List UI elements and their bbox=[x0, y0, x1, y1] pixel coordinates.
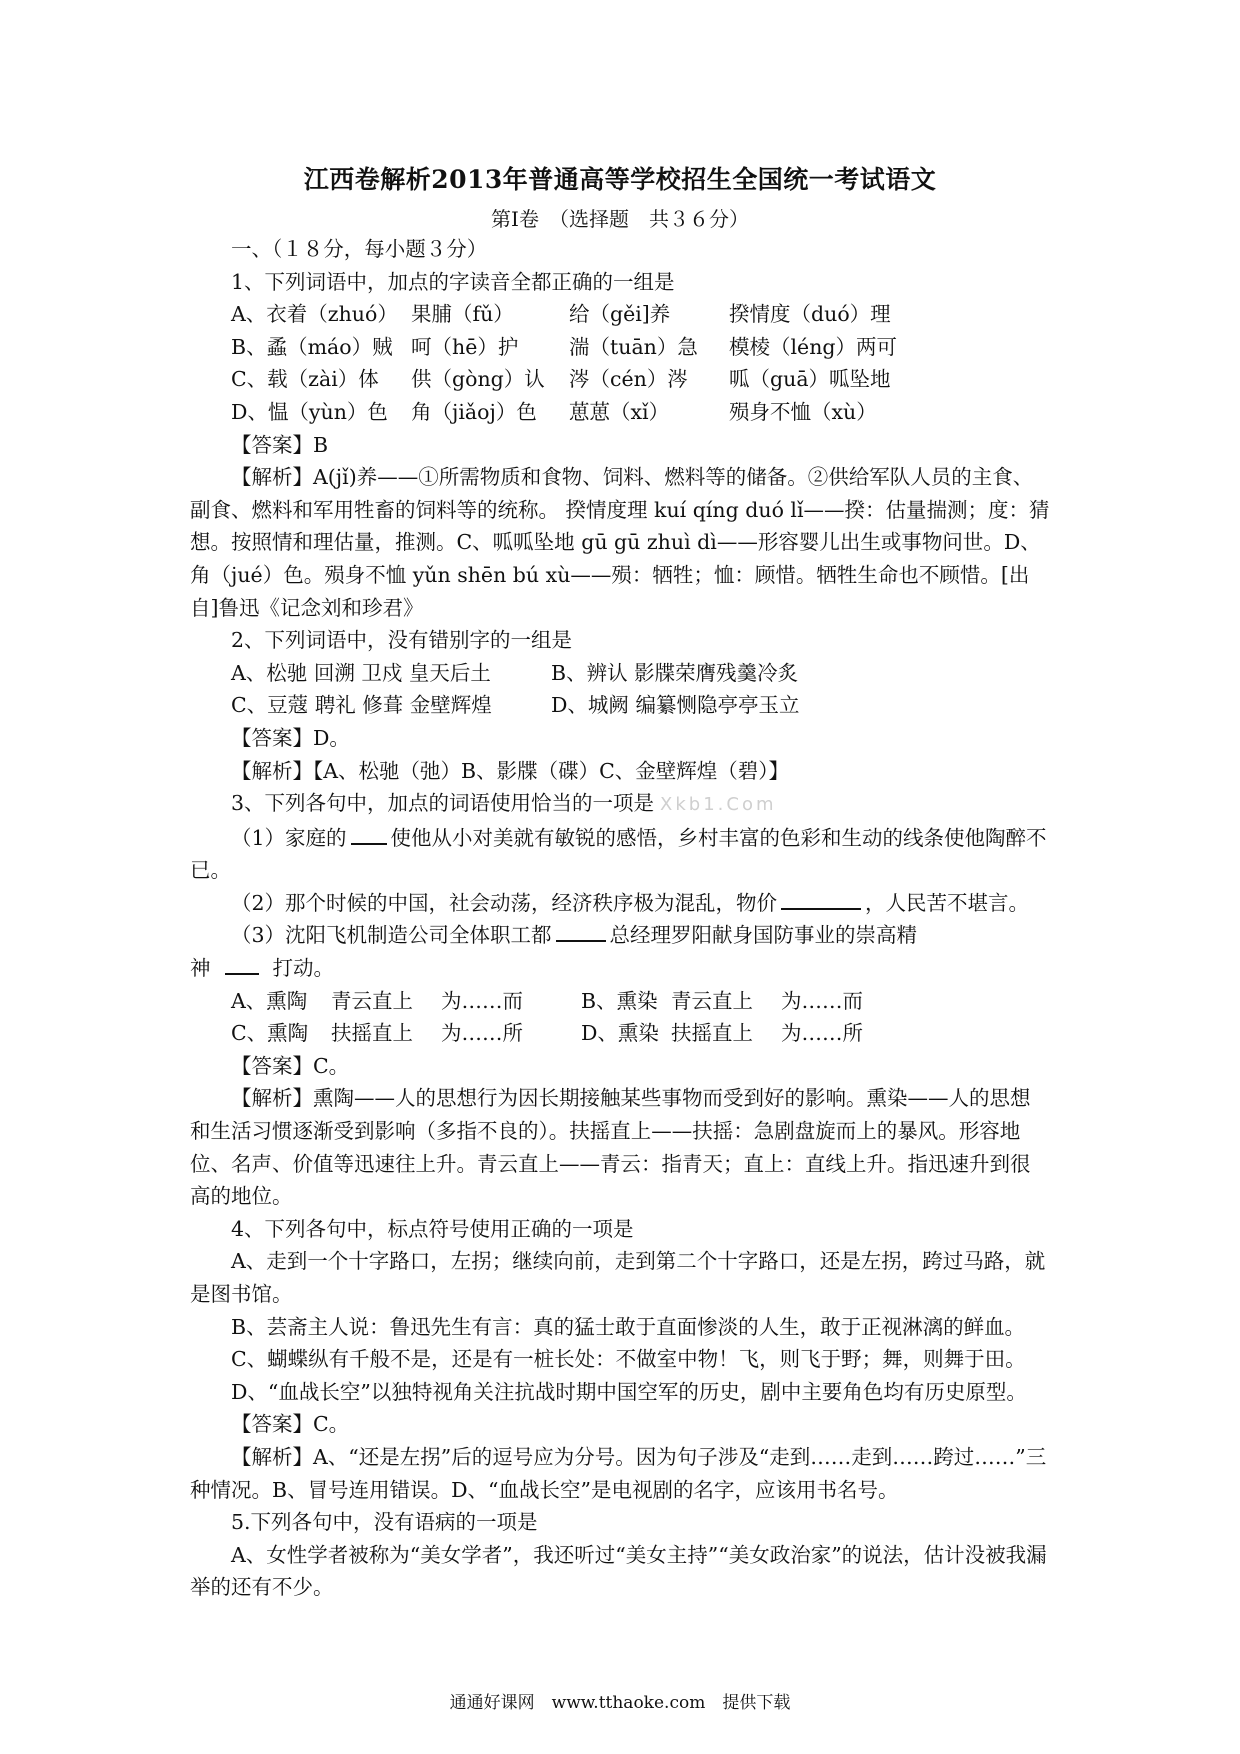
q3-options-ab bbox=[190, 985, 1050, 1018]
q3-c-3: 为……所 bbox=[441, 1021, 523, 1046]
q3-sentence-2 bbox=[190, 887, 1050, 920]
q1-a-1: A、衣着（zhuó） bbox=[231, 302, 398, 327]
q4-option-d: D、“血战长空”以独特视角关注抗战时期中国空军的历史，剧中主要角色均有历史原型。 bbox=[231, 1379, 1027, 1404]
q3-answer: 【答案】C。 bbox=[231, 1053, 350, 1078]
q3-s1-end: 使他从小对美就有敏锐的感悟，乡村丰富的色彩和生动的线条使他陶醉不已。 bbox=[190, 825, 1047, 883]
q2-option-a: A、松驰 回溯 卫戍 皇天后土 bbox=[231, 660, 491, 685]
q1-a-3: 给（gěi]养 bbox=[569, 302, 671, 327]
q3-s3-end: 打动。 bbox=[272, 956, 334, 981]
q3-c-2: 扶摇直上 bbox=[331, 1021, 413, 1046]
q3-a-3: 为……而 bbox=[441, 988, 523, 1013]
q1-analysis: 【解析】A(jǐ)养——①所需物质和食物、饲料、燃料等的储备。②供给军队人员的主食、副食、燃料和军用牲畜的饲料等的统称。 揆情度理 kuí qíng duó lǐ——揆：估量揣测；度：猜想。按照情和理估量，推测。C、呱呱坠地 gū gū zhuì dì——形容婴儿出生或事物问世。D、角（jué）色。殒身不恤 yǔn shēn bú xù——殒：牺牲；恤：顾惜。牺牲生命也不顾惜。[出自]鲁迅《记念刘和珍君》 bbox=[190, 465, 1050, 620]
q2-option-b: B、辨认 影牒荣膺残羹冷炙 bbox=[551, 660, 799, 685]
q3-blank-2 bbox=[781, 888, 861, 910]
q1-answer: 【答案】B bbox=[231, 432, 329, 457]
q1-a-2: 果脯（fǔ） bbox=[411, 302, 514, 327]
q1-c-1: C、载（zài）体 bbox=[231, 367, 379, 392]
q1-b-3: 湍（tuān）急 bbox=[569, 334, 698, 359]
q1-b-4: 模棱（léng）两可 bbox=[729, 334, 898, 359]
section-heading: 一、（１８分，每小题３分） bbox=[231, 237, 488, 261]
q3-stem-text: 3、下列各句中，加点的词语使用恰当的一项是 bbox=[231, 791, 655, 816]
q1-c-2: 供（gòng）认 bbox=[411, 367, 545, 392]
q2-analysis: 【解析】【A、松驰（弛）B、影牒（碟）C、金壁辉煌（碧）】 bbox=[231, 758, 790, 783]
q1-option-d bbox=[190, 396, 1050, 429]
q3-blank-4 bbox=[225, 953, 259, 975]
q3-blank-1 bbox=[351, 823, 387, 845]
q2-option-c: C、豆蔻 聘礼 修葺 金壁辉煌 bbox=[231, 693, 492, 718]
page-title: 江西卷解析2013年普通高等学校招生全国统一考试语文 bbox=[303, 165, 937, 194]
q3-sentence-3-cont bbox=[190, 952, 1050, 985]
q3-s3-start: （3）沈阳飞机制造公司全体职工都 bbox=[231, 923, 552, 948]
q3-sentence-3 bbox=[190, 919, 1050, 952]
q1-option-a bbox=[190, 298, 1050, 331]
q4-analysis: 【解析】A、“还是左拐”后的逗号应为分号。因为句子涉及“走到……走到……跨过……”三种情况。B、冒号连用错误。D、“血战长空”是电视剧的名字，应该用书名号。 bbox=[190, 1444, 1047, 1502]
q2-option-d: D、城阙 编纂恻隐亭亭玉立 bbox=[551, 693, 800, 718]
q1-option-b bbox=[190, 331, 1050, 364]
q3-d-2: 扶摇直上 bbox=[671, 1021, 753, 1046]
q3-b-3: 为……而 bbox=[781, 988, 863, 1013]
q1-d-4: 殒身不恤（xù） bbox=[729, 399, 877, 424]
q4-option-a: A、走到一个十字路口，左拐；继续向前，走到第二个十字路口，还是左拐，跨过马路，就是图书馆。 bbox=[190, 1249, 1046, 1306]
q1-option-c bbox=[190, 363, 1050, 396]
q2-stem: 2、下列词语中，没有错别字的一组是 bbox=[231, 628, 573, 653]
q3-a-2: 青云直上 bbox=[331, 988, 413, 1013]
q2-answer: 【答案】D。 bbox=[231, 725, 350, 750]
q3-s3-cont: 神 bbox=[190, 956, 211, 981]
q1-d-3: 葸葸（xǐ） bbox=[569, 399, 670, 424]
q2-options-cd bbox=[190, 689, 1050, 722]
q5-stem: 5.下列各句中，没有语病的一项是 bbox=[231, 1510, 538, 1535]
q3-c-1: C、熏陶 bbox=[231, 1021, 309, 1046]
q3-b-2: 青云直上 bbox=[671, 988, 753, 1013]
q3-analysis: 【解析】熏陶——人的思想行为因长期接触某些事物而受到好的影响。熏染——人的思想和生活习惯逐渐受到影响（多指不良的）。扶摇直上——扶摇：急剧盘旋而上的暴风。形容地位、名声、价值等迅速往上升。青云直上——青云：指青天；直上：直线上升。指迅速升到很高的地位。 bbox=[190, 1086, 1031, 1209]
q3-s2-start: （2）那个时候的中国，社会动荡，经济秩序极为混乱，物价 bbox=[231, 890, 778, 915]
q4-option-b: B、芸斋主人说：鲁迅先生有言：真的猛士敢于直面惨淡的人生，敢于正视淋漓的鲜血。 bbox=[231, 1314, 1026, 1339]
q3-s1-start: （1）家庭的 bbox=[231, 825, 347, 850]
q3-d-3: 为……所 bbox=[781, 1021, 863, 1046]
q1-a-4: 揆情度（duó）理 bbox=[729, 302, 891, 327]
q3-b-1: B、熏染 bbox=[581, 988, 658, 1013]
page-footer: 通通好课网 www.tthaoke.com 提供下载 bbox=[449, 1693, 791, 1713]
watermark: Xkb1.Com bbox=[660, 794, 777, 816]
q3-options-cd bbox=[190, 1017, 1050, 1050]
q4-option-c: C、蝴蝶纵有千般不是，还是有一桩长处：不做室中物！飞，则飞于野；舞，则舞于田。 bbox=[231, 1347, 1026, 1372]
q3-sentence-1 bbox=[190, 822, 1050, 887]
q3-a-1: A、熏陶 bbox=[231, 988, 308, 1013]
q3-d-1: D、熏染 bbox=[581, 1021, 659, 1046]
q1-c-4: 呱（guā）呱坠地 bbox=[729, 367, 891, 392]
q4-stem: 4、下列各句中，标点符号使用正确的一项是 bbox=[231, 1216, 634, 1241]
q1-c-3: 涔（cén）涔 bbox=[569, 367, 688, 392]
document-body bbox=[190, 233, 1050, 1604]
q3-stem bbox=[190, 787, 1050, 822]
q1-d-2: 角（jiǎoj）色 bbox=[411, 399, 537, 424]
q1-d-1: D、愠（yùn）色 bbox=[231, 399, 388, 424]
q3-s2-end: ，人民苦不堪言。 bbox=[865, 890, 1030, 915]
q1-b-1: B、蟊（máo）贼 bbox=[231, 334, 393, 359]
q2-options-ab bbox=[190, 657, 1050, 690]
q1-stem: 1、下列词语中，加点的字读音全都正确的一组是 bbox=[231, 269, 675, 294]
q3-s3-mid: 总经理罗阳献身国防事业的崇高精 bbox=[609, 923, 918, 948]
q4-answer: 【答案】C。 bbox=[231, 1412, 350, 1437]
q3-blank-3 bbox=[556, 920, 606, 942]
page-subtitle: 第Ⅰ卷 （选择题 共３６分） bbox=[491, 207, 749, 231]
q5-option-a: A、女性学者被称为“美女学者”，我还听过“美女主持”“美女政治家”的说法，估计没被我漏举的还有不少。 bbox=[190, 1542, 1047, 1600]
q1-b-2: 呵（hē）护 bbox=[411, 334, 519, 359]
